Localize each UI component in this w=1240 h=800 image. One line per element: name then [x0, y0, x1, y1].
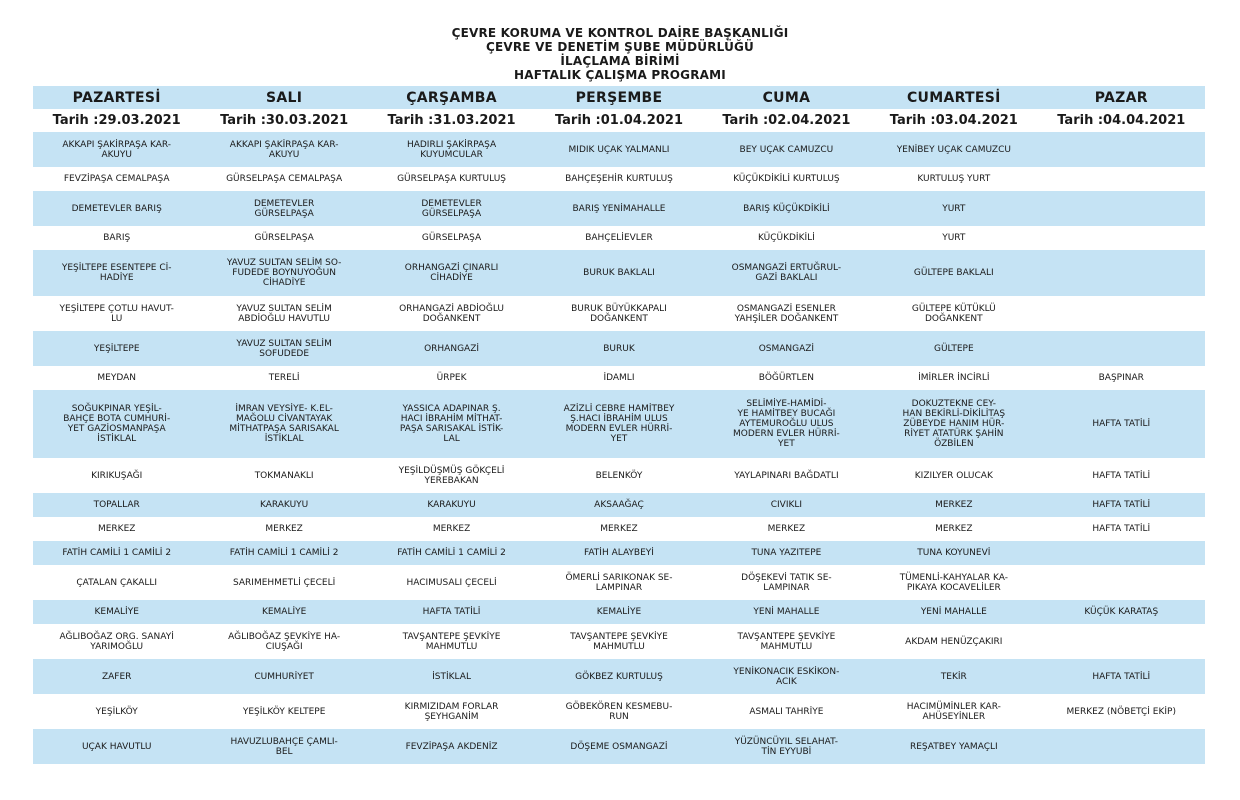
- schedule-cell: AZİZLİ CEBRE HAMİTBEY Ş.HACI İBRAHİM ULUS MODERN EVLER HÜRRİ- YET: [535, 390, 702, 458]
- schedule-cell: KURTULUŞ YURT: [870, 167, 1037, 191]
- schedule-cell: ZAFER: [33, 659, 200, 694]
- schedule-cell: AĞLIBOĞAZ ORG. SANAYİ YARIMOĞLU: [33, 624, 200, 659]
- day-header: CUMA: [703, 86, 870, 109]
- schedule-cell: GÜLTEPE: [870, 331, 1037, 366]
- schedule-cell: [1038, 132, 1205, 167]
- title-line-3: İLAÇLAMA BİRİMİ: [560, 54, 680, 68]
- schedule-cell: MERKEZ: [870, 493, 1037, 517]
- day-header: SALI: [200, 86, 367, 109]
- schedule-cell: HAFTA TATİLİ: [1038, 659, 1205, 694]
- schedule-cell: KARAKUYU: [200, 493, 367, 517]
- date-header: Tarih :02.04.2021: [703, 109, 870, 132]
- schedule-cell: TAVŞANTEPE ŞEVKİYE MAHMUTLU: [368, 624, 535, 659]
- schedule-cell: BARIŞ KÜÇÜKDİKİLİ: [703, 191, 870, 226]
- schedule-cell: BELENKÖY: [535, 458, 702, 493]
- schedule-cell: UÇAK HAVUTLU: [33, 729, 200, 764]
- schedule-cell: YEŞİLTEPE ESENTEPE Cİ- HADİYE: [33, 250, 200, 296]
- schedule-cell: TAVŞANTEPE ŞEVKİYE MAHMUTLU: [703, 624, 870, 659]
- date-header: Tarih :30.03.2021: [200, 109, 367, 132]
- table-row: [33, 694, 1205, 729]
- schedule-cell: OSMANGAZİ ERTUĞRUL- GAZİ BAKLALI: [703, 250, 870, 296]
- schedule-cell: YAYLAPINARI BAĞDATLI: [703, 458, 870, 493]
- table-row: [33, 565, 1205, 600]
- table-row: [33, 541, 1205, 565]
- schedule-cell: DÖŞEME OSMANGAZİ: [535, 729, 702, 764]
- schedule-cell: ASMALI TAHRİYE: [703, 694, 870, 729]
- schedule-cell: GÜLTEPE KÜTÜKLÜ DOĞANKENT: [870, 296, 1037, 331]
- schedule-cell: TAVŞANTEPE ŞEVKİYE MAHMUTLU: [535, 624, 702, 659]
- schedule-cell: DEMETEVLER BARIŞ: [33, 191, 200, 226]
- schedule-cell: YENİ MAHALLE: [870, 600, 1037, 624]
- table-row: [33, 331, 1205, 366]
- schedule-cell: GÜRSELPAŞA: [368, 226, 535, 250]
- schedule-cell: CIVIKLI: [703, 493, 870, 517]
- day-header: CUMARTESİ: [870, 86, 1037, 109]
- schedule-cell: BURUK BAKLALI: [535, 250, 702, 296]
- table-row: [33, 296, 1205, 331]
- schedule-cell: HAFTA TATİLİ: [1038, 493, 1205, 517]
- schedule-cell: KIZILYER OLUCAK: [870, 458, 1037, 493]
- schedule-cell: ORHANGAZİ ÇINARLI CİHADİYE: [368, 250, 535, 296]
- schedule-cell: TOKMANAKLI: [200, 458, 367, 493]
- schedule-cell: YENİ MAHALLE: [703, 600, 870, 624]
- schedule-cell: İSTİKLAL: [368, 659, 535, 694]
- schedule-cell: FATİH CAMİLİ 1 CAMİLİ 2: [200, 541, 367, 565]
- schedule-cell: HAFTA TATİLİ: [368, 600, 535, 624]
- table-row: [33, 659, 1205, 694]
- day-header-row: [33, 86, 1205, 109]
- schedule-cell: BARIŞ YENİMAHALLE: [535, 191, 702, 226]
- schedule-cell: ORHANGAZİ ABDİOĞLU DOĞANKENT: [368, 296, 535, 331]
- schedule-cell: YEŞİLKÖY: [33, 694, 200, 729]
- schedule-cell: ÜRPEK: [368, 366, 535, 390]
- schedule-cell: YASSICA ADAPINAR Ş. HACI İBRAHİM MİTHAT- PAŞA SARISAKAL İSTİK- LAL: [368, 390, 535, 458]
- title-line-2: ÇEVRE VE DENETİM ŞUBE MÜDÜRLÜĞÜ: [485, 40, 755, 54]
- table-row: [33, 729, 1205, 764]
- schedule-cell: SOĞUKPINAR YEŞİL- BAHÇE BOTA CUMHURİ- YET GAZİOSMANPAŞA İSTİKLAL: [33, 390, 200, 458]
- schedule-cell: ÖMERLİ SARIKONAK SE- LAMPINAR: [535, 565, 702, 600]
- schedule-cell: AKKAPI ŞAKİRPAŞA KAR- AKUYU: [33, 132, 200, 167]
- schedule-cell: BURUK BÜYÜKKAPALI DOĞANKENT: [535, 296, 702, 331]
- schedule-cell: BÖĞÜRTLEN: [703, 366, 870, 390]
- schedule-cell: YÜZÜNCÜYIL SELAHAT- TİN EYYUBİ: [703, 729, 870, 764]
- schedule-cell: [1038, 541, 1205, 565]
- table-row: [33, 493, 1205, 517]
- table-row: [33, 250, 1205, 296]
- table-row: [33, 366, 1205, 390]
- table-row: [33, 624, 1205, 659]
- schedule-cell: FATİH CAMİLİ 1 CAMİLİ 2: [368, 541, 535, 565]
- day-header: PERŞEMBE: [535, 86, 702, 109]
- schedule-cell: MIDIK UÇAK YALMANLI: [535, 132, 702, 167]
- schedule-cell: HADIRLI ŞAKİRPAŞA KUYUMCULAR: [368, 132, 535, 167]
- table-row: [33, 132, 1205, 167]
- schedule-cell: SELİMİYE-HAMİDİ- YE HAMİTBEY BUCAĞI AYTEMUROĞLU ULUS MODERN EVLER HÜRRİ- YET: [703, 390, 870, 458]
- weekly-schedule-table: [33, 86, 1205, 764]
- schedule-cell: ÇATALAN ÇAKALLI: [33, 565, 200, 600]
- schedule-cell: ORHANGAZİ: [368, 331, 535, 366]
- schedule-cell: OSMANGAZİ ESENLER YAHŞİLER DOĞANKENT: [703, 296, 870, 331]
- schedule-cell: TEKİR: [870, 659, 1037, 694]
- schedule-cell: OSMANGAZİ: [703, 331, 870, 366]
- schedule-cell: YURT: [870, 191, 1037, 226]
- schedule-cell: [1038, 191, 1205, 226]
- schedule-cell: YAVUZ SULTAN SELİM SOFUDEDE: [200, 331, 367, 366]
- schedule-cell: BAHÇEŞEHİR KURTULUŞ: [535, 167, 702, 191]
- table-row: [33, 517, 1205, 541]
- schedule-cell: MERKEZ: [535, 517, 702, 541]
- schedule-cell: HAVUZLUBAHÇE ÇAMLI- BEL: [200, 729, 367, 764]
- document-title-block: [0, 0, 1240, 82]
- schedule-cell: YENİKONACIK ESKİKON- ACIK: [703, 659, 870, 694]
- schedule-cell: TUNA YAZITEPE: [703, 541, 870, 565]
- schedule-cell: YEŞİLTEPE ÇOTLU HAVUT- LU: [33, 296, 200, 331]
- schedule-cell: [1038, 331, 1205, 366]
- schedule-cell: GÖKBEZ KURTULUŞ: [535, 659, 702, 694]
- schedule-cell: [1038, 729, 1205, 764]
- schedule-cell: AĞLIBOĞAZ ŞEVKİYE HA- CIUŞAĞI: [200, 624, 367, 659]
- date-header: Tarih :04.04.2021: [1038, 109, 1205, 132]
- schedule-cell: YEŞİLTEPE: [33, 331, 200, 366]
- schedule-cell: HACIMUSALI ÇECELİ: [368, 565, 535, 600]
- schedule-cell: MERKEZ: [200, 517, 367, 541]
- date-header-row: [33, 109, 1205, 132]
- schedule-cell: DÖŞEKEVİ TATIK SE- LAMPINAR: [703, 565, 870, 600]
- schedule-cell: FATİH CAMİLİ 1 CAMİLİ 2: [33, 541, 200, 565]
- schedule-cell: [1038, 624, 1205, 659]
- schedule-cell: KÜÇÜKDİKİLİ: [703, 226, 870, 250]
- table-row: [33, 167, 1205, 191]
- schedule-cell: BAŞPINAR: [1038, 366, 1205, 390]
- schedule-cell: GÜLTEPE BAKLALI: [870, 250, 1037, 296]
- schedule-cell: DOKUZTEKNE CEY- HAN BEKİRLİ-DİKİLİTAŞ ZÜBEYDE HANIM HÜR- RİYET ATATÜRK ŞAHİN ÖZBİLEN: [870, 390, 1037, 458]
- title-line-1: ÇEVRE KORUMA VE KONTROL DAİRE BAŞKANLIĞI: [451, 26, 789, 40]
- schedule-cell: İDAMLI: [535, 366, 702, 390]
- schedule-cell: MERKEZ: [368, 517, 535, 541]
- schedule-cell: KÜÇÜK KARATAŞ: [1038, 600, 1205, 624]
- schedule-cell: FEVZİPAŞA CEMALPAŞA: [33, 167, 200, 191]
- schedule-cell: TÜMENLİ-KAHYALAR KA- PIKAYA KOCAVELİLER: [870, 565, 1037, 600]
- schedule-cell: BAHÇELİEVLER: [535, 226, 702, 250]
- schedule-cell: KARAKUYU: [368, 493, 535, 517]
- schedule-cell: MEYDAN: [33, 366, 200, 390]
- schedule-cell: İMİRLER İNCİRLİ: [870, 366, 1037, 390]
- schedule-cell: [1038, 226, 1205, 250]
- schedule-cell: [1038, 250, 1205, 296]
- schedule-cell: KEMALİYE: [200, 600, 367, 624]
- schedule-cell: İMRAN VEYSİYE- K.EL- MAĞOLU CİVANTAYAK MİTHATPAŞA SARISAKAL İSTİKLAL: [200, 390, 367, 458]
- schedule-cell: GÜRSELPAŞA KURTULUŞ: [368, 167, 535, 191]
- table-row: [33, 458, 1205, 493]
- schedule-cell: FEVZİPAŞA AKDENİZ: [368, 729, 535, 764]
- title-line-4: HAFTALIK ÇALIŞMA PROGRAMI: [514, 68, 726, 82]
- schedule-cell: TERELİ: [200, 366, 367, 390]
- table-row: [33, 600, 1205, 624]
- schedule-cell: REŞATBEY YAMAÇLI: [870, 729, 1037, 764]
- schedule-cell: YEŞİLKÖY KELTEPE: [200, 694, 367, 729]
- schedule-cell: YURT: [870, 226, 1037, 250]
- schedule-cell: YENİBEY UÇAK CAMUZCU: [870, 132, 1037, 167]
- schedule-cell: KIRIKUŞAĞI: [33, 458, 200, 493]
- schedule-cell: DEMETEVLER GÜRSELPAŞA: [200, 191, 367, 226]
- schedule-cell: MERKEZ: [703, 517, 870, 541]
- schedule-cell: YEŞİLDÜŞMÜŞ GÖKÇELİ YEREBAKAN: [368, 458, 535, 493]
- schedule-cell: [1038, 167, 1205, 191]
- schedule-cell: GÖBEKÖREN KESMEBU- RUN: [535, 694, 702, 729]
- schedule-cell: HACIMÜMİNLER KAR- AHÜSEYİNLER: [870, 694, 1037, 729]
- schedule-cell: KEMALİYE: [535, 600, 702, 624]
- date-header: Tarih :03.04.2021: [870, 109, 1037, 132]
- schedule-cell: [1038, 565, 1205, 600]
- date-header: Tarih :01.04.2021: [535, 109, 702, 132]
- schedule-cell: TOPALLAR: [33, 493, 200, 517]
- schedule-cell: MERKEZ: [870, 517, 1037, 541]
- day-header: PAZARTESİ: [33, 86, 200, 109]
- schedule-cell: AKSAAĞAÇ: [535, 493, 702, 517]
- schedule-cell: [1038, 296, 1205, 331]
- schedule-cell: SARIMEHMETLİ ÇECELİ: [200, 565, 367, 600]
- schedule-cell: DEMETEVLER GÜRSELPAŞA: [368, 191, 535, 226]
- date-header: Tarih :31.03.2021: [368, 109, 535, 132]
- schedule-body: [33, 132, 1205, 764]
- schedule-cell: BARIŞ: [33, 226, 200, 250]
- schedule-cell: YAVUZ SULTAN SELİM ABDİOĞLU HAVUTLU: [200, 296, 367, 331]
- schedule-cell: FATİH ALAYBEYİ: [535, 541, 702, 565]
- schedule-cell: HAFTA TATİLİ: [1038, 458, 1205, 493]
- schedule-cell: GÜRSELPAŞA CEMALPAŞA: [200, 167, 367, 191]
- schedule-cell: KEMALİYE: [33, 600, 200, 624]
- schedule-cell: MERKEZ (NÖBETÇİ EKİP): [1038, 694, 1205, 729]
- schedule-cell: GÜRSELPAŞA: [200, 226, 367, 250]
- day-header: ÇARŞAMBA: [368, 86, 535, 109]
- schedule-cell: HAFTA TATİLİ: [1038, 517, 1205, 541]
- schedule-cell: TUNA KOYUNEVİ: [870, 541, 1037, 565]
- table-row: [33, 191, 1205, 226]
- schedule-cell: BEY UÇAK CAMUZCU: [703, 132, 870, 167]
- schedule-cell: AKKAPI ŞAKİRPAŞA KAR- AKUYU: [200, 132, 367, 167]
- schedule-cell: KIRMIZIDAM FORLAR ŞEYHGANİM: [368, 694, 535, 729]
- schedule-cell: AKDAM HENÜZÇAKIRI: [870, 624, 1037, 659]
- schedule-cell: HAFTA TATİLİ: [1038, 390, 1205, 458]
- schedule-cell: CUMHURİYET: [200, 659, 367, 694]
- date-header: Tarih :29.03.2021: [33, 109, 200, 132]
- day-header: PAZAR: [1038, 86, 1205, 109]
- schedule-cell: MERKEZ: [33, 517, 200, 541]
- schedule-cell: BURUK: [535, 331, 702, 366]
- table-row: [33, 390, 1205, 458]
- schedule-cell: KÜÇÜKDİKİLİ KURTULUŞ: [703, 167, 870, 191]
- schedule-cell: YAVUZ SULTAN SELİM SO- FUDEDE BOYNUYOĞUN CİHADİYE: [200, 250, 367, 296]
- table-row: [33, 226, 1205, 250]
